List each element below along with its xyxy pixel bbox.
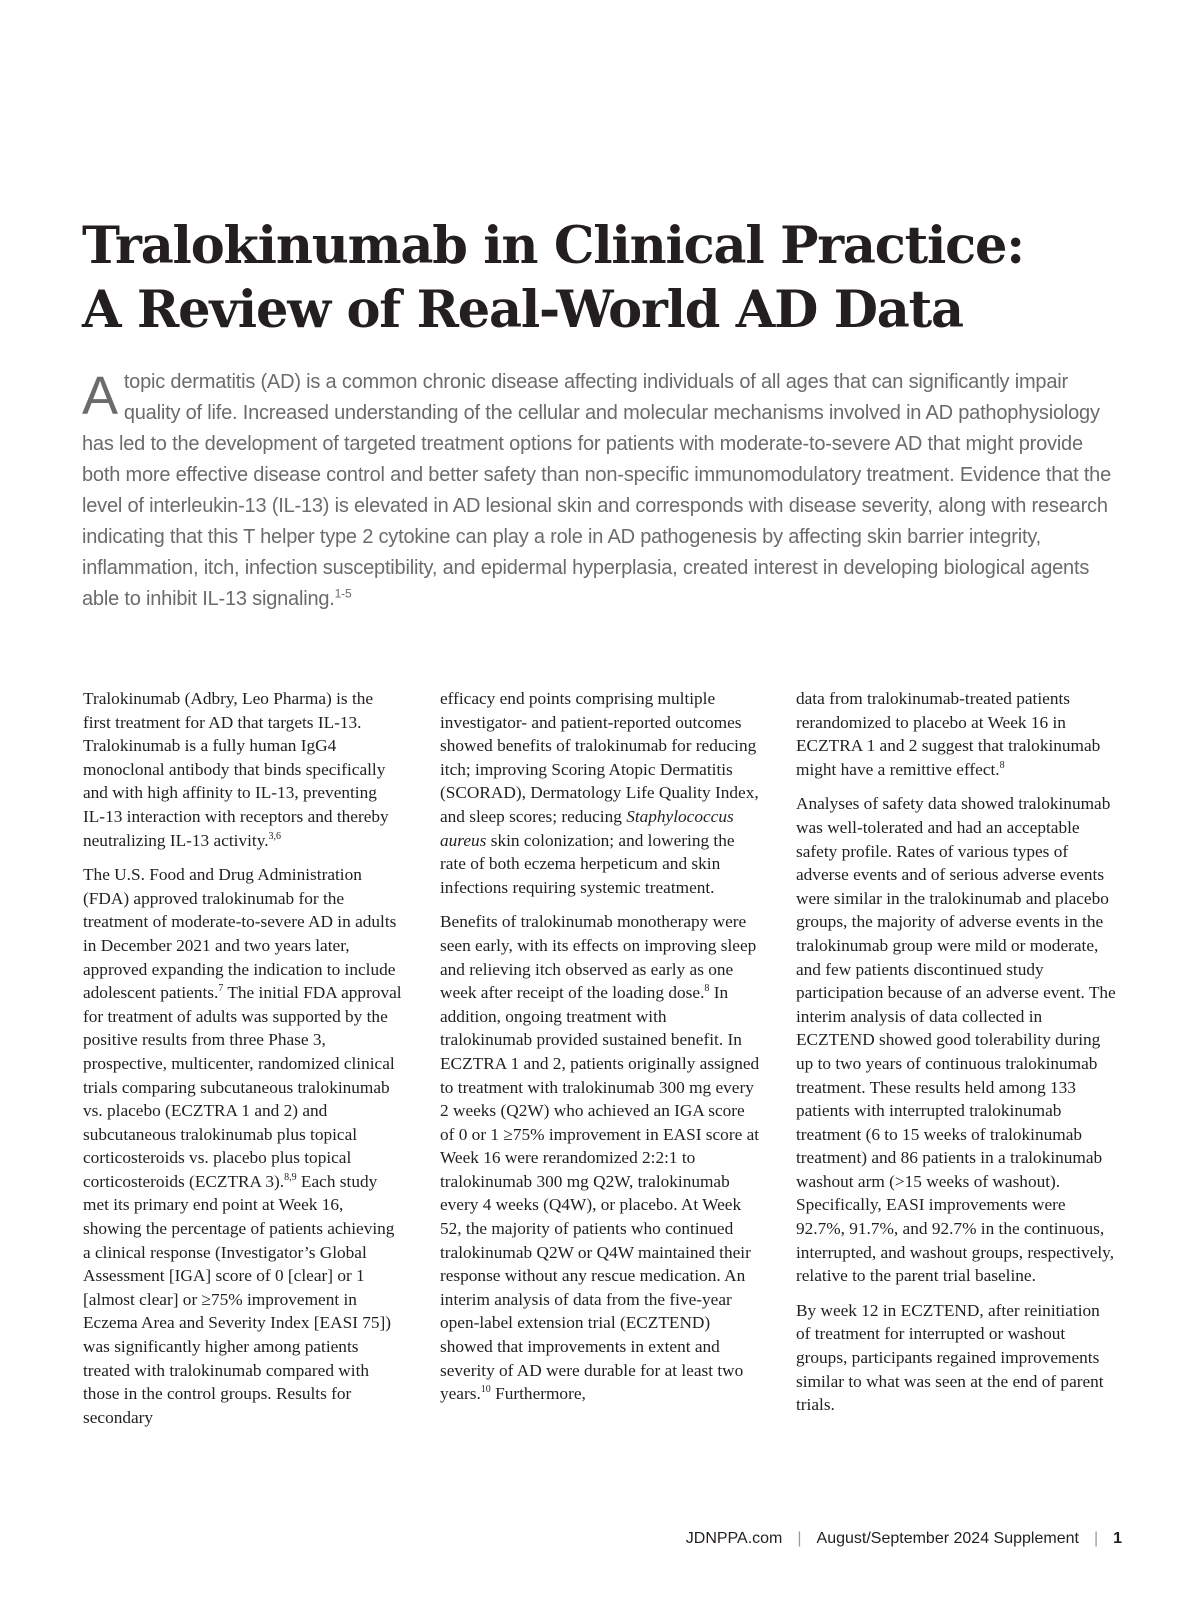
footer-separator: | bbox=[1093, 1530, 1099, 1547]
col1-p1-text: Tralokinumab (Adbry, Leo Pharma) is the first treatment for AD that targets IL-13. Tralokinumab is a fully human IgG4 monoclonal antibody that binds specifically and with high affinity to IL-13, preventing IL-13 interaction with receptors and thereby neutralizing IL-13 activity. bbox=[83, 689, 389, 850]
col2-p1b-text: skin colonization; and lowering the rate of both eczema herpeticum and skin infections requiring systemic treatment. bbox=[440, 830, 735, 897]
col2-p2c-text: Furthermore, bbox=[490, 1384, 586, 1404]
col1-p2c-text: Each study met its primary end point at Week 16, showing the percentage of patients achieving a clinical response (Investigator’s Global Assessment [IGA] score of 0 [clear] or 1 [almost clear] or ≥75% improvement in Eczema Area and Severity Index [EASI 75]) was significantly higher among patients treated with tralokinumab compared with those in the control groups. Results for secondary bbox=[83, 1171, 395, 1427]
col2-paragraph-2 bbox=[440, 910, 760, 1405]
col2-p1-italic: Staphylococcus aureus bbox=[440, 806, 734, 850]
footer-issue: August/September 2024 Supplement bbox=[816, 1530, 1079, 1547]
drop-cap: A bbox=[82, 366, 118, 426]
col3-p1-text: data from tralokinumab-treated patients rerandomized to placebo at Week 16 in ECZTRA 1 and 2 suggest that tralokinumab might have a remittive effect. bbox=[796, 689, 1101, 779]
column-1 bbox=[83, 687, 403, 1440]
col3-p1-ref: 8 bbox=[999, 760, 1005, 772]
footer-separator: | bbox=[797, 1530, 802, 1547]
column-3 bbox=[796, 687, 1116, 1428]
title-line-1: Tralokinumab in Clinical Practice: bbox=[82, 216, 1024, 276]
footer-site: JDNPPA.com bbox=[685, 1530, 783, 1547]
col2-p2a-text: Benefits of tralokinumab monotherapy were seen early, with its effects on improving sleep and relieving itch observed as early as one week after receipt of the loading dose. bbox=[440, 912, 757, 1003]
col1-p2b-text: The initial FDA approval for treatment of adults was supported by the positive results from three Phase 3, prospective, multicenter, randomized clinical trials comparing subcutaneous tralokinumab vs. placebo (ECZTRA 1 and 2) and subcutaneous tralokinumab plus topical corticosteroids vs. placebo plus topical corticosteroids (ECZTRA 3). bbox=[83, 983, 402, 1191]
title-line-2: A Review of Real-World AD Data bbox=[82, 280, 963, 340]
col3-paragraph-2: Analyses of safety data showed tralokinumab was well-tolerated and had an acceptable safety profile. Rates of various types of adverse events and of serious adverse events were similar in the tralokinumab and placebo groups, the majority of adverse events in the tralokinumab group were mild or moderate, and few patients discontinued study participation because of an adverse event. The interim analysis of data collected in ECZTEND showed good tolerability during up to two years of continuous tralokinumab treatment. These results held among 133 patients with interrupted tralokinumab treatment (6 to 15 weeks of tralokinumab treatment) and 86 patients in a tralokinumab washout arm (>15 weeks of washout). Specifically, EASI improvements were 92.7%, 91.7%, and 92.7% in the continuous, interrupted, and washout groups, respectively, relative to the parent trial baseline. bbox=[796, 794, 1116, 1286]
intro-text: topic dermatitis (AD) is a common chronic disease affecting individuals of all ages that can significantly impair quality of life. Increased understanding of the cellular and molecular mechanisms involved in AD pathophysiology has led to the development of targeted treatment options for patients with moderate-to-severe AD that might provide both more effective disease control and better safety than non-specific immunomodulatory treatment. Evidence that the level of interleukin-13 (IL-13) is elevated in AD lesional skin and corresponds with disease severity, along with research indicating that this T helper type 2 cytokine can play a role in AD pathogenesis by affecting skin barrier integrity, inflammation, itch, infection susceptibility, and epidermal hyperplasia, created interest in developing biological agents able to inhibit IL-13 signaling. bbox=[82, 371, 1112, 610]
article-title bbox=[82, 214, 1142, 342]
column-2 bbox=[440, 687, 760, 1417]
col1-p2a-ref: 7 bbox=[218, 983, 224, 995]
page-number: 1 bbox=[1113, 1530, 1122, 1547]
col2-p2b-ref: 10 bbox=[480, 1384, 491, 1396]
page-footer bbox=[686, 1530, 1122, 1548]
col3-paragraph-1 bbox=[796, 687, 1116, 781]
col1-p2b-ref: 8,9 bbox=[284, 1172, 297, 1184]
col1-p2a-text: The U.S. Food and Drug Administration (FDA) approved tralokinumab for the treatment of moderate-to-severe AD in adults in December 2021 and two years later, approved expanding the indication to include adolescent patients. bbox=[83, 865, 397, 1003]
intro-ref: 1-5 bbox=[334, 586, 352, 601]
col3-paragraph-3: By week 12 in ECZTEND, after reinitiation of treatment for interrupted or washout groups, participants regained improvements similar to what was seen at the end of parent trials. bbox=[796, 1300, 1104, 1415]
col1-p1-ref: 3,6 bbox=[268, 830, 282, 842]
col1-paragraph-2 bbox=[83, 863, 403, 1429]
col2-paragraph-1 bbox=[440, 687, 760, 899]
col2-p2a-ref: 8 bbox=[704, 983, 710, 995]
col2-p2b-text: In addition, ongoing treatment with tralokinumab provided sustained benefit. In ECZTRA 1 and 2, patients originally assigned to treatment with tralokinumab 300 mg every 2 weeks (Q2W) who achieved an IGA score of 0 or 1 ≥75% improvement in EASI score at Week 16 were rerandomized 2:2:1 to tralokinumab 300 mg Q2W, tralokinumab every 4 weeks (Q4W), or placebo. At Week 52, the majority of patients who continued tralokinumab Q2W or Q4W maintained their response without any rescue medication. An interim analysis of data from the five-year open-label extension trial (ECZTEND) showed that improvements in extent and severity of AD were durable for at least two years. bbox=[440, 983, 760, 1404]
col1-paragraph-1 bbox=[83, 687, 403, 852]
intro-paragraph bbox=[82, 367, 1122, 615]
col2-p1a-text: efficacy end points comprising multiple investigator- and patient-reported outcomes showed benefits of tralokinumab for reducing itch; improving Scoring Atopic Dermatitis (SCORAD), Dermatology Life Quality Index, and sleep scores; reducing bbox=[440, 689, 759, 826]
